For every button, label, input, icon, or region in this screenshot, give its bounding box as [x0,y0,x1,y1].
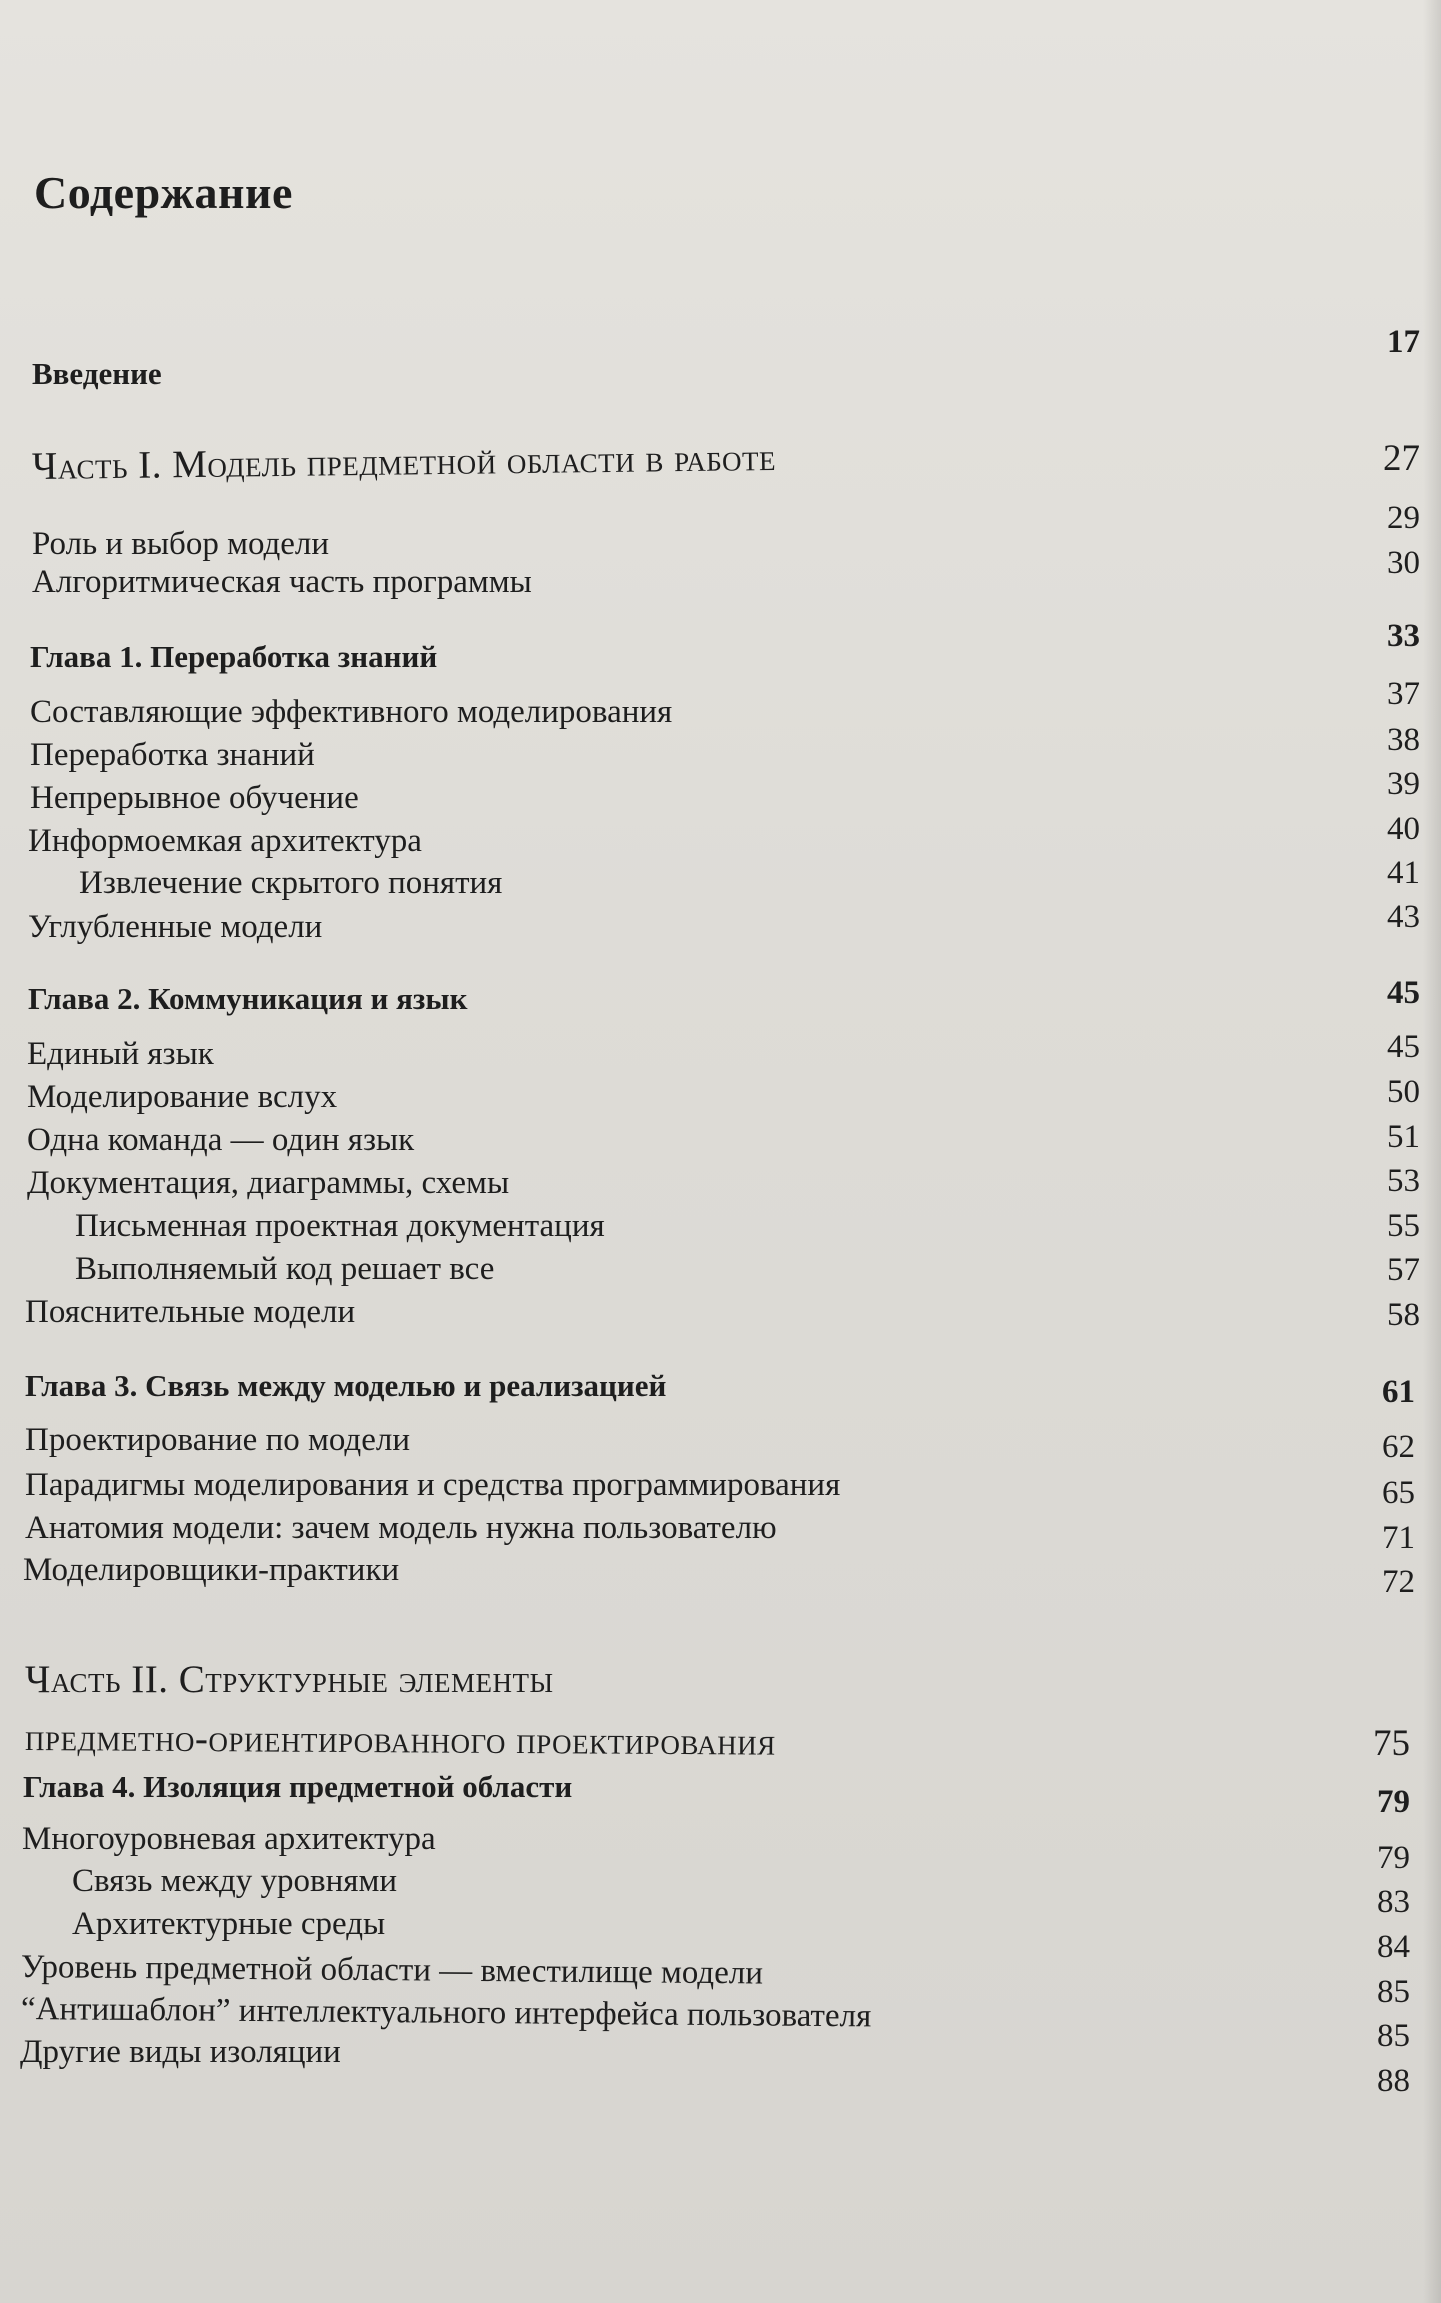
toc-intro-page: 17 [1387,324,1420,360]
toc-entry-page: 29 [1387,500,1420,536]
toc-entry: Переработка знаний [30,737,315,773]
toc-entry-page: 39 [1387,766,1420,802]
toc-entry-page: 84 [1377,1929,1410,1965]
toc-part1-page: 27 [1383,438,1420,479]
toc-entry: Одна команда — один язык [27,1122,415,1158]
toc-entry: Единый язык [27,1036,214,1072]
toc-part1-title: Часть I. Модель предметной области в работе [31,435,777,488]
toc-chapter1-page: 33 [1387,618,1420,654]
toc-entry-page: 50 [1387,1074,1420,1110]
toc-entry: Информоемкая архитектура [28,823,422,859]
toc-entry-page: 38 [1387,722,1420,758]
toc-entry: Роль и выбор модели [32,526,330,562]
toc-part2-title-line2: предметно-ориентированного проектирования [24,1716,776,1764]
toc-entry: Парадигмы моделирования и средства программирования [25,1467,841,1503]
toc-entry-page: 71 [1382,1520,1415,1556]
toc-entry: Другие виды изоляции [20,2034,341,2070]
toc-chapter4-title: Глава 4. Изоляция предметной области [23,1769,573,1804]
toc-chapter3-page: 61 [1382,1374,1415,1410]
toc-entry-page: 85 [1377,1974,1410,2010]
toc-entry-page: 65 [1382,1475,1415,1511]
toc-entry-page: 43 [1387,899,1420,935]
toc-entry-page: 41 [1387,855,1420,891]
toc-entry-page: 79 [1377,1840,1410,1876]
toc-entry-page: 85 [1377,2018,1410,2054]
toc-entry: Анатомия модели: зачем модель нужна пользователю [25,1510,777,1546]
toc-chapter2-page: 45 [1387,975,1420,1011]
toc-entry-page: 58 [1387,1297,1420,1333]
toc-entry-page: 51 [1387,1119,1420,1155]
toc-entry-page: 55 [1387,1208,1420,1244]
toc-entry-page: 40 [1387,811,1420,847]
toc-entry: Уровень предметной области — вместилище модели [20,1949,764,1992]
toc-entry: Составляющие эффективного моделирования [30,694,673,730]
toc-entry: Углубленные модели [28,909,323,945]
toc-entry-page: 83 [1377,1884,1410,1920]
toc-entry-page: 37 [1387,676,1420,712]
toc-chapter4-page: 79 [1377,1784,1410,1820]
toc-entry-page: 45 [1387,1029,1420,1065]
toc-entry: Алгоритмическая часть программы [32,564,532,600]
toc-subentry: Архитектурные среды [72,1906,386,1942]
toc-chapter3-title: Глава 3. Связь между моделью и реализацией [25,1368,667,1403]
toc-subentry: Выполняемый код решает все [75,1251,495,1287]
toc-entry: Пояснительные модели [25,1294,356,1330]
toc-entry-page: 57 [1387,1252,1420,1288]
toc-intro-label: Введение [32,356,162,391]
toc-subentry: Письменная проектная документация [75,1208,605,1244]
toc-entry-page: 62 [1382,1429,1415,1465]
toc-entry-page: 88 [1377,2063,1410,2099]
toc-entry: Проектирование по модели [25,1422,410,1458]
toc-chapter1-title: Глава 1. Переработка знаний [30,639,438,674]
toc-subentry: Связь между уровнями [72,1863,398,1899]
page-title: Содержание [34,167,293,218]
toc-entry-page: 72 [1382,1564,1415,1600]
toc-entry-page: 53 [1387,1163,1420,1199]
toc-entry: Многоуровневая архитектура [22,1821,436,1857]
toc-chapter2-title: Глава 2. Коммуникация и язык [28,981,468,1016]
toc-entry-page: 30 [1387,545,1420,581]
toc-entry: Моделирование вслух [27,1079,338,1115]
toc-part2-page: 75 [1373,1723,1410,1764]
toc-entry: Документация, диаграммы, схемы [27,1165,510,1201]
toc-subentry: Извлечение скрытого понятия [79,865,503,901]
toc-entry: Непрерывное обучение [30,780,359,816]
toc-entry: “Антишаблон” интеллектуального интерфейса пользователя [20,1991,872,2035]
toc-entry: Моделировщики-практики [23,1552,400,1588]
toc-part2-title-line1: Часть II. Структурные элементы [25,1658,554,1701]
